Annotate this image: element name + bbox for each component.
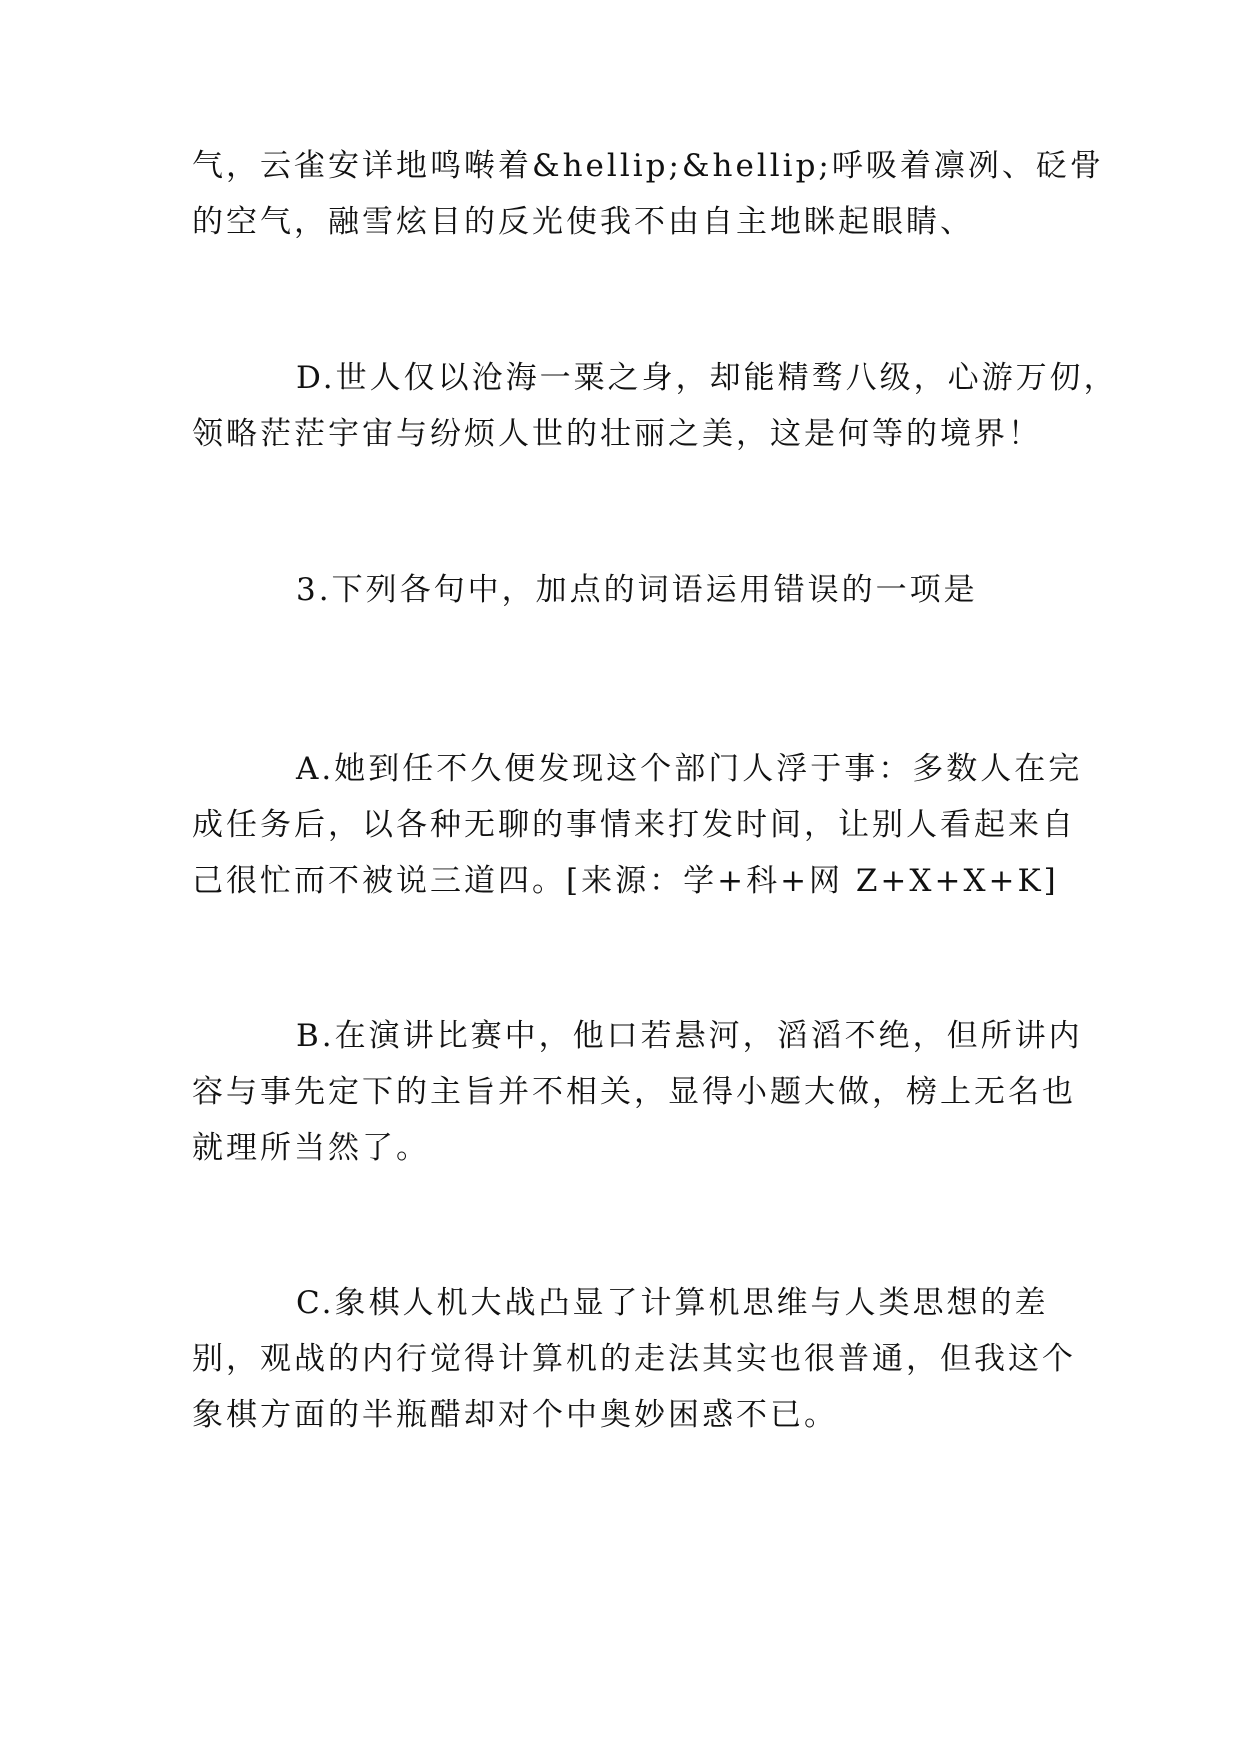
- text-line: 就理所当然了。: [192, 1130, 430, 1166]
- text-line: 气，云雀安详地鸣啭着&hellip;&hellip;呼吸着凛冽、砭骨: [192, 148, 1104, 184]
- option-c-paragraph: [192, 1275, 1076, 1443]
- option-a-paragraph: [192, 741, 1083, 909]
- text-line: 3.下列各句中，加点的词语运用错误的一项是: [296, 572, 978, 608]
- option-b-paragraph: [192, 1008, 1083, 1176]
- text-line: A.她到任不久便发现这个部门人浮于事：多数人在完: [296, 751, 1083, 787]
- text-line: B.在演讲比赛中，他口若悬河，滔滔不绝，但所讲内: [296, 1018, 1083, 1054]
- text-line: 己很忙而不被说三道四。[来源：学+科+网 Z+X+X+K]: [192, 863, 1059, 899]
- text-line: D.世人仅以沧海一粟之身，却能精骛八级，心游万仞，: [296, 360, 1118, 396]
- text-line: 别，观战的内行觉得计算机的走法其实也很普通，但我这个: [192, 1341, 1076, 1377]
- text-line: 容与事先定下的主旨并不相关，显得小题大做，榜上无名也: [192, 1074, 1076, 1110]
- question-3-paragraph: [192, 562, 1058, 618]
- text-line: 象棋方面的半瓶醋却对个中奥妙困惑不已。: [192, 1397, 838, 1433]
- text-line: 的空气，融雪炫目的反光使我不由自主地眯起眼睛、: [192, 204, 974, 240]
- text-line: C.象棋人机大战凸显了计算机思维与人类思想的差: [296, 1285, 1049, 1321]
- option-d-paragraph: [192, 350, 1118, 462]
- text-line: 成任务后，以各种无聊的事情来打发时间，让别人看起来自: [192, 807, 1076, 843]
- text-line: 领略茫茫宇宙与纷烦人世的壮丽之美，这是何等的境界！: [192, 416, 1042, 452]
- continuation-paragraph: [192, 138, 1104, 250]
